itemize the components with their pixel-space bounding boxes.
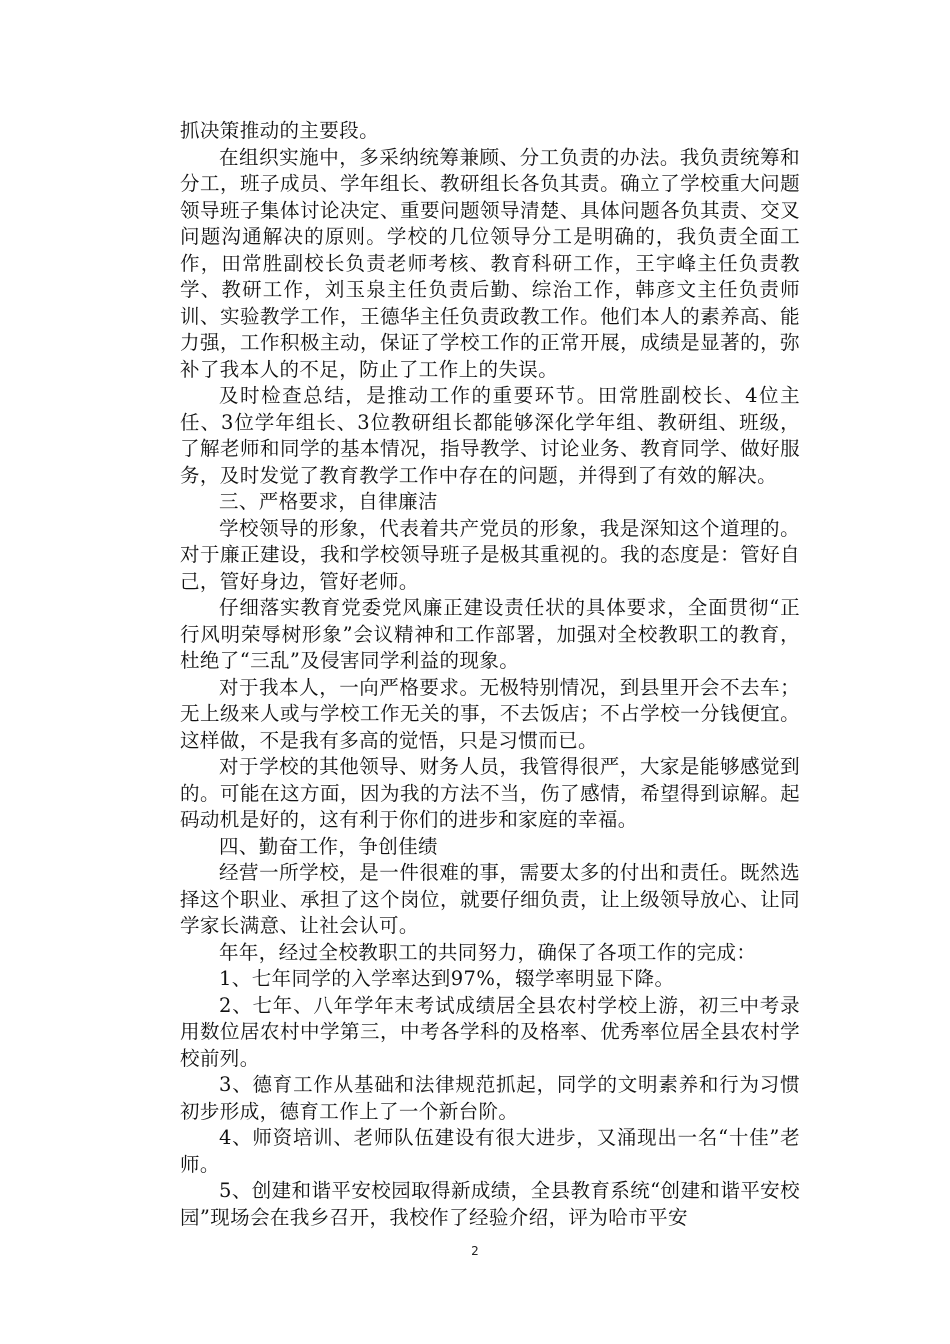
section-heading-4: 四、勤奋工作，争创佳绩 (219, 834, 438, 858)
list-item-2: 2、七年、八年学年末考试成绩居全县农村学校上游，初三中考录用数位居农村中学第三，中考各学科的及格率、优秀率位居全县农村学校前列。 (180, 993, 800, 1070)
list-item-5: 5、创建和谐平安校园取得新成绩，全县教育系统“创建和谐平安校园”现场会在我乡召开，我校作了经验介绍，评为哈市平安 (180, 1179, 800, 1229)
list-item-1: 1、七年同学的入学率达到97%，辍学率明显下降。 (219, 967, 675, 990)
paragraph-8: 经营一所学校，是一件很难的事，需要太多的付出和责任。既然选择这个职业、承担了这个岗位，就要仔细负责，让上级领导放心、让同学家长满意、让社会认可。 (180, 861, 800, 937)
paragraph-3: 及时检查总结，是推动工作的重要环节。田常胜副校长、4位主任、3位学年组长、3位教研组长都能够深化学年组、教研组、班级，了解老师和同学的基本情况，指导教学、讨论业务、教育同学、做好服务，及时发觉了教育教学工作中存在的问题，并得到了有效的解决。 (180, 384, 800, 487)
section-heading-3: 三、严格要求，自律廉洁 (219, 490, 438, 513)
paragraph-2: 在组织实施中，多采纳统筹兼顾、分工负责的办法。我负责统筹和分工，班子成员、学年组长、教研组长各负其责。确立了学校重大问题领导班子集体讨论决定、重要问题领导清楚、具体问题各负其责、交叉问题沟通解决的原则。学校的几位领导分工是明确的，我负责全面工作，田常胜副校长负责老师考核、教育科研工作，王宇峰主任负责教学、教研工作，刘玉泉主任负责后勤、综治工作，韩彦文主任负责师训、实验教学工作，王德华主任负责政教工作。他们本人的素养高、能力强，工作积极主动，保证了学校工作的正常开展，成绩是显著的，弥补了我本人的不足，防止了工作上的失误。 (180, 145, 800, 381)
document-body (180, 118, 800, 1231)
list-item-4: 4、师资培训、老师队伍建设有很大进步，又涌现出一名“十佳”老师。 (180, 1126, 800, 1176)
paragraph-7: 对于学校的其他领导、财务人员，我管得很严，大家是能够感觉到的。可能在这方面，因为我的方法不当，伤了感情，希望得到谅解。起码动机是好的，这有利于你们的进步和家庭的幸福。 (180, 755, 800, 831)
paragraph-1: 抓决策推动的主要段。 (180, 119, 380, 142)
paragraph-6: 对于我本人，一向严格要求。无极特别情况，到县里开会不去车；无上级来人或与学校工作无关的事，不去饭店；不占学校一分钱便宜。这样做，不是我有多高的觉悟，只是习惯而已。 (180, 675, 800, 752)
paragraph-4: 学校领导的形象，代表着共产党员的形象，我是深知这个道理的。对于廉正建设，我和学校领导班子是极其重视的。我的态度是：管好自己，管好身边，管好老师。 (180, 516, 800, 593)
list-item-3: 3、德育工作从基础和法律规范抓起，同学的文明素养和行为习惯初步形成，德育工作上了一个新台阶。 (180, 1073, 800, 1123)
paragraph-9: 年年，经过全校教职工的共同努力，确保了各项工作的完成： (219, 940, 757, 964)
page-number: 2 (471, 1244, 479, 1258)
paragraph-5: 仔细落实教育党委党风廉正建设责任状的具体要求，全面贯彻“正行风明荣辱树形象”会议精神和工作部署，加强对全校教职工的教育，杜绝了“三乱”及侵害同学利益的现象。 (180, 596, 800, 672)
